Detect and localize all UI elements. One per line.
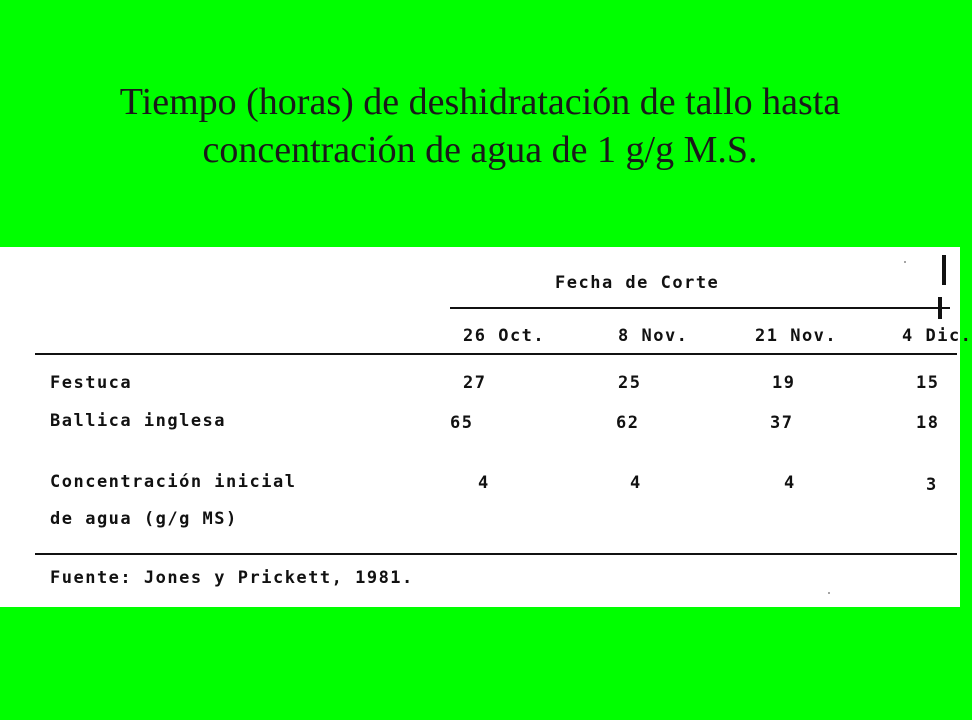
column-header: 4 Dic. bbox=[902, 326, 972, 346]
column-header: 26 Oct. bbox=[463, 326, 546, 346]
table-cell: 4 bbox=[784, 473, 796, 493]
row-label: Ballica inglesa bbox=[50, 411, 227, 431]
table-cell: 18 bbox=[916, 413, 940, 433]
table-cell: 37 bbox=[770, 413, 794, 433]
group-header: Fecha de Corte bbox=[555, 273, 720, 293]
footer-rule bbox=[35, 553, 957, 555]
row-label-line-1: Concentración inicial bbox=[50, 472, 297, 492]
source-note: Fuente: Jones y Prickett, 1981. bbox=[50, 568, 414, 588]
table-cell: 62 bbox=[616, 413, 640, 433]
scan-speck bbox=[828, 592, 830, 594]
slide-title bbox=[40, 78, 920, 174]
table-cell: 4 bbox=[630, 473, 642, 493]
row-label-line-2: de agua (g/g MS) bbox=[50, 509, 238, 529]
scan-speck bbox=[904, 261, 906, 263]
table-cell: 3 bbox=[926, 475, 938, 495]
table-cell: 19 bbox=[772, 373, 796, 393]
row-label: Festuca bbox=[50, 373, 133, 393]
scan-edge-mark-2 bbox=[938, 297, 942, 319]
column-header: 21 Nov. bbox=[755, 326, 838, 346]
header-rule-bottom bbox=[35, 353, 957, 355]
title-line-2: concentración de agua de 1 g/g M.S. bbox=[202, 129, 758, 171]
scan-edge-mark-1 bbox=[942, 255, 946, 285]
column-header: 8 Nov. bbox=[618, 326, 689, 346]
table-cell: 4 bbox=[478, 473, 490, 493]
title-line-1: Tiempo (horas) de deshidratación de tallo hasta bbox=[119, 81, 841, 123]
scanned-table bbox=[0, 247, 972, 607]
table-cell: 15 bbox=[916, 373, 940, 393]
table-cell: 25 bbox=[618, 373, 642, 393]
table-cell: 65 bbox=[450, 413, 474, 433]
header-rule-top bbox=[450, 307, 950, 309]
table-cell: 27 bbox=[463, 373, 487, 393]
